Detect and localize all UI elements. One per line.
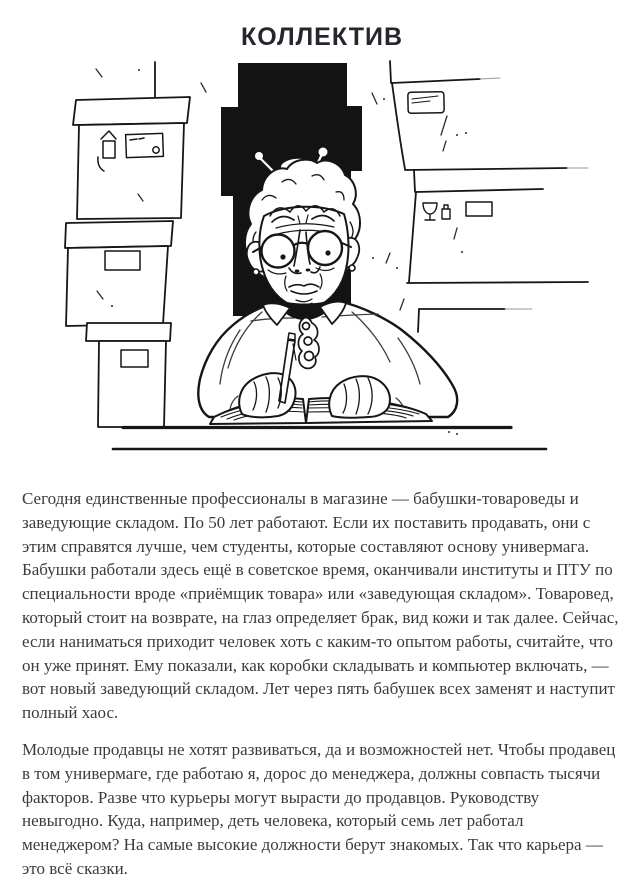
box-label-icon bbox=[466, 202, 492, 216]
paragraph-2: Молодые продавцы не хотят развиваться, да и возможностей нет. Чтобы продавец в том универмаге, где работаю я, дорос до менеджера, должны совпасть тысячи факторов. Разве что курьеры могут вырасти до продавцов. Руководству невыгодно. Куда, например, деть человека, который семь лет работал менеджером? На самые высокие должности берут знакомых. Так что карьера — это всё сказки. bbox=[22, 739, 616, 878]
boxes-left bbox=[65, 62, 190, 427]
granny-warehouse-illustration bbox=[0, 58, 644, 452]
beads-necklace bbox=[298, 318, 319, 369]
flask-icon bbox=[442, 205, 450, 219]
earring-icon bbox=[253, 269, 259, 275]
desk bbox=[113, 428, 546, 450]
earring-icon bbox=[349, 265, 355, 271]
paragraph-1: Сегодня единственные профессионалы в магазине — бабушки-товароведы и заведующие складом. По 50 лет работают. Если их поставить продавать, они с этим справятся лучше, чем студенты, которые составляют основу универмага. Бабушки работали здесь ещё в советское время, оканчивали институты и ПТУ по специальности вроде «приёмщик товара» или «заведующая складом». Товаровед, который стоит на возврате, на глаз определяет брак, вид кожи и так далее. Сейчас, если наниматься приходит человек хоть с каким-то опытом работы, считайте, что он уже принят. Ему показали, как коробки складывать и компьютер включать, — вот новый заведующий складом. Лет через пять бабушек всех заменят и наступит полный хаос. bbox=[22, 489, 619, 723]
boxes-right bbox=[390, 61, 588, 332]
shipping-label-icon bbox=[408, 92, 444, 114]
article-body bbox=[22, 487, 622, 894]
fragile-glass-icon bbox=[423, 203, 437, 220]
page-title: КОЛЛЕКТИВ bbox=[240, 23, 403, 51]
